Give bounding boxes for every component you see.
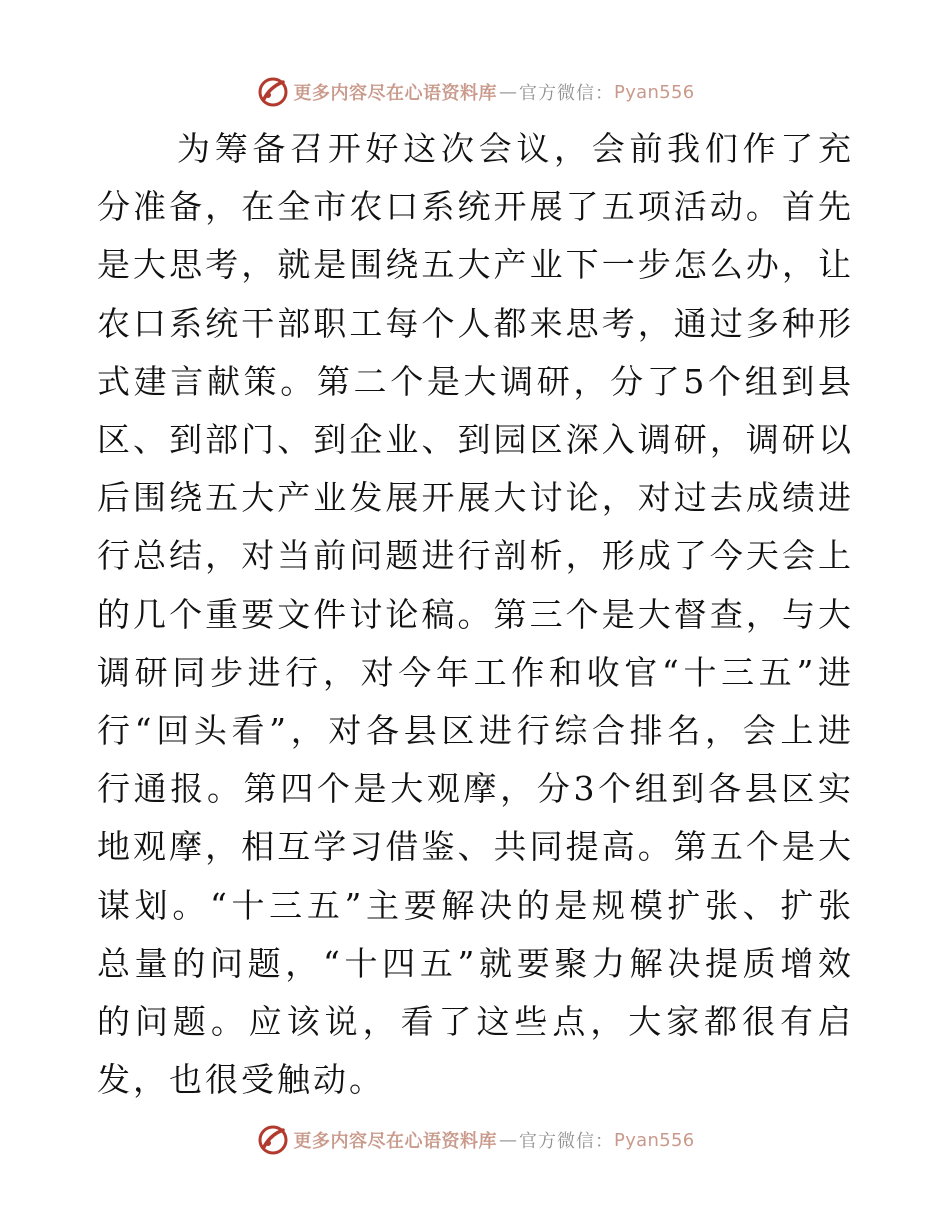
watermark-wechat-label: 官方微信： [519,1131,615,1152]
watermark-wechat-id: Pyan556 [614,81,695,103]
watermark-wechat-id: Pyan556 [614,1129,695,1151]
watermark-brand: 更多内容尽在心语资料库 [293,83,498,104]
brush-seal-icon [256,75,290,109]
watermark-brand: 更多内容尽在心语资料库 [293,1131,498,1152]
watermark-separator: — [499,1129,518,1151]
brush-seal-icon [256,1123,290,1157]
document-body [97,120,854,1109]
watermark-separator: — [499,81,518,103]
watermark-wechat-label: 官方微信： [519,83,615,104]
footer-watermark [0,1120,950,1160]
body-paragraph: 为筹备召开好这次会议，会前我们作了充分准备，在全市农口系统开展了五项活动。首先是大思考，就是围绕五大产业下一步怎么办，让农口系统干部职工每个人都来思考，通过多种形式建言献策。第二个是大调研，分了5个组到县区、到部门、到企业、到园区深入调研，调研以后围绕五大产业发展开展大讨论，对过去成绩进行总结，对当前问题进行剖析，形成了今天会上的几个重要文件讨论稿。第三个是大督查，与大调研同步进行，对今年工作和收官“十三五”进行“回头看”，对各县区进行综合排名，会上进行通报。第四个是大观摩，分3个组到各县区实地观摩，相互学习借鉴、共同提高。第五个是大谋划。“十三五”主要解决的是规模扩张、扩张总量的问题，“十四五”就要聚力解决提质增效的问题。应该说，看了这些点，大家都很有启发，也很受触动。 [97,129,854,1100]
header-watermark [0,72,950,112]
